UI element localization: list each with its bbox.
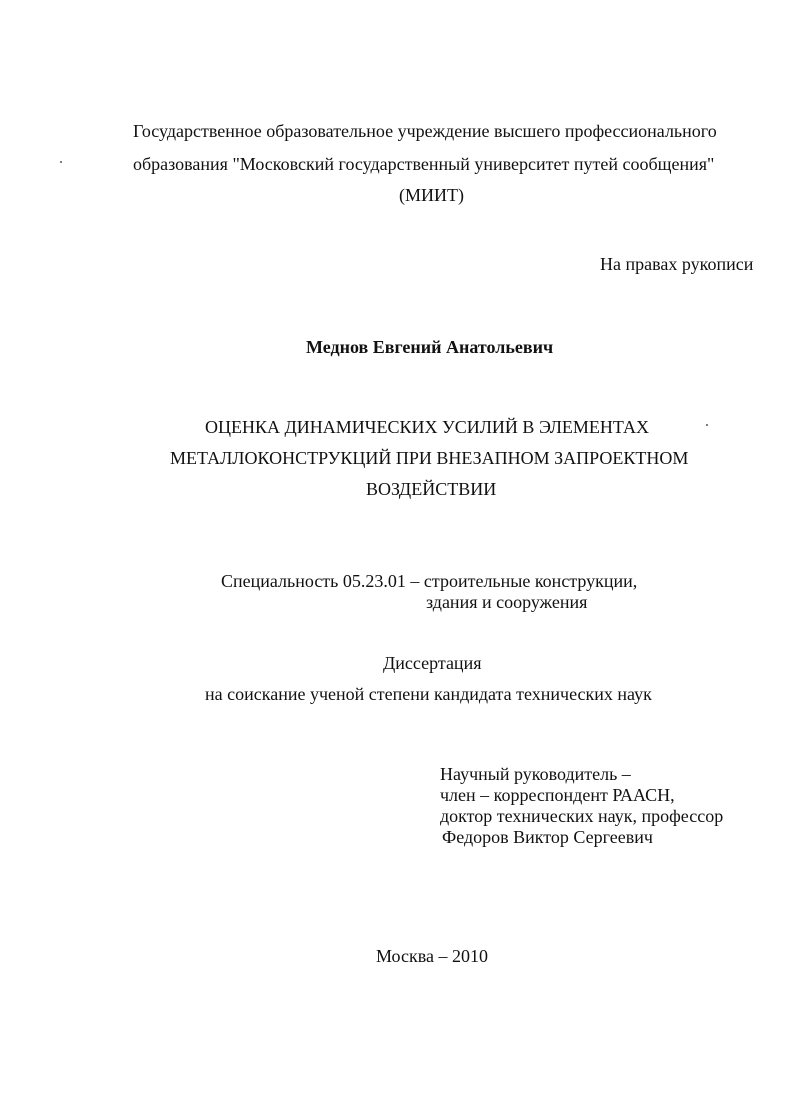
- city-year: Москва – 2010: [376, 946, 488, 966]
- rights-note: На правах рукописи: [600, 254, 754, 274]
- scan-speck: [706, 424, 708, 426]
- title-line-1: ОЦЕНКА ДИНАМИЧЕСКИХ УСИЛИЙ В ЭЛЕМЕНТАХ: [205, 417, 649, 437]
- institution-line-1: Государственное образовательное учреждение высшего профессионального: [133, 121, 717, 141]
- supervisor-line-1: Научный руководитель –: [440, 764, 631, 784]
- title-line-3: ВОЗДЕЙСТВИИ: [366, 479, 497, 499]
- institution-line-3: (МИИТ): [399, 185, 464, 205]
- institution-line-2: образования "Московский государственный университет путей сообщения": [133, 154, 715, 174]
- dissertation-purpose: на соискание ученой степени кандидата технических наук: [205, 684, 652, 704]
- supervisor-line-4: Федоров Виктор Сергеевич: [442, 827, 653, 847]
- title-line-2: МЕТАЛЛОКОНСТРУКЦИЙ ПРИ ВНЕЗАПНОМ ЗАПРОЕКТНОМ: [170, 448, 689, 468]
- supervisor-line-2: член – корреспондент РААСН,: [440, 785, 675, 805]
- specialty-line-2: здания и сооружения: [426, 592, 588, 612]
- scan-speck: [60, 161, 62, 163]
- dissertation-heading: Диссертация: [383, 653, 482, 673]
- specialty-line-1: Специальность 05.23.01 – строительные конструкции,: [221, 571, 638, 591]
- supervisor-line-3: доктор технических наук, профессор: [440, 806, 724, 826]
- author-name: Меднов Евгений Анатольевич: [306, 337, 554, 357]
